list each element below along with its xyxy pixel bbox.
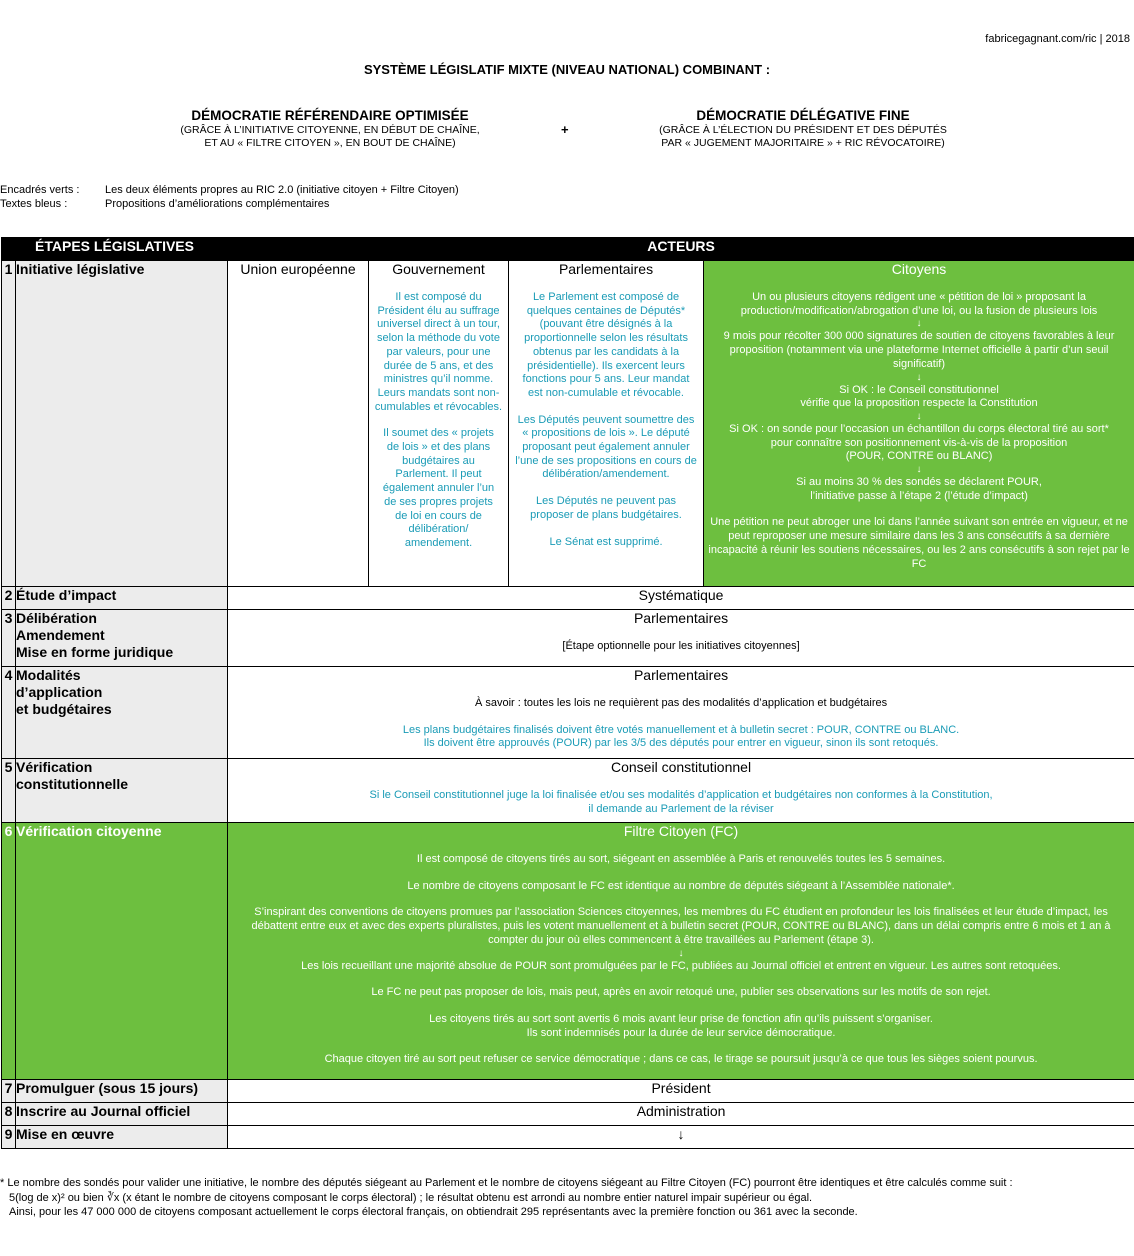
left-system (150, 108, 510, 150)
government-powers: Il soumet des « projets de lois » et des plans budgétaires au Parlement. Il peut également annuler l’un de ses propres projets de loi en cours de délibération/ amendement. (382, 427, 495, 549)
legend (0, 183, 459, 211)
actor-citizens-title: Citoyens (891, 261, 947, 277)
footnote-line: Ainsi, pour les 47 000 000 de citoyens composant actuellement le corps électoral français, on obtiendrait 295 représentants avec la première fonction ou 361 avec la seconde. (9, 1206, 858, 1218)
table-row (2, 1103, 1134, 1126)
citizens-step-survey-c: (POUR, CONTRE ou BLANC) (845, 450, 993, 463)
actor-ue (228, 261, 369, 587)
step-label-line: Modalités (16, 667, 81, 683)
legend-blue-value: Propositions d’améliorations complémentaires (105, 198, 330, 210)
citizens-step-survey-a: Si OK : on sonde pour l’occasion un échantillon du corps électoral tiré au sort* (729, 422, 1109, 435)
down-arrow-icon: ↓ (916, 318, 922, 330)
step-label: Étude d’impact (16, 587, 228, 610)
filter-notice: Les citoyens tirés au sort sont avertis 6 mois avant leur prise de fonction afin qu’ils puissent s’organiser. (429, 1012, 933, 1025)
step-label: Inscrire au Journal officiel (16, 1103, 228, 1126)
budget-vote-note: Les plans budgétaires finalisés doivent être votés manuellement et à bulletin secret : POUR, CONTRE ou BLANC. (402, 723, 960, 736)
step-number: 8 (2, 1103, 16, 1126)
citizens-step-signatures: 9 mois pour récolter 300 000 signatures de soutien de citoyens favorables à leur proposition (notamment via une plateforme Internet officielle à partir d’un seuil significatif) (723, 330, 1115, 370)
legend-blue-key: Textes bleus : (0, 198, 68, 210)
right-system-line1: (GRÂCE À L’ÉLECTION DU PRÉSIDENT ET DES DÉPUTÉS (659, 124, 947, 136)
down-arrow-icon: ↓ (916, 410, 922, 422)
table-row (2, 610, 1134, 667)
filter-promulgation: Les lois recueillant une majorité absolue de POUR sont promulguées par le FC, publiées au Journal officiel et entrent en vigueur. Les autres sont retoquées. (301, 959, 1061, 972)
step-label-line: Délibération (16, 610, 97, 626)
table-row (2, 1126, 1134, 1149)
step-label (16, 610, 228, 667)
filter-process: S’inspirant des conventions de citoyens promues par l’association Sciences citoyennes, les membres du FC étudient en profondeur les lois finalisées et leur étude d’impact, les débattent entre eux et avec des experts pluralistes, puis les votent manuellement et à bulletin secret (POUR, CONTRE ou BLANC), dans un délai compris entre 6 mois et 1 an à compter du jour où elles commencent à être travaillées au Parlement (étape 3). (251, 906, 1111, 946)
actor-cell (228, 610, 1134, 667)
left-system-title: DÉMOCRATIE RÉFÉRENDAIRE OPTIMISÉE (191, 108, 469, 123)
actor-cell: Systématique (228, 587, 1134, 610)
down-arrow-icon: ↓ (916, 371, 922, 383)
step-label: Promulguer (sous 15 jours) (16, 1080, 228, 1103)
citizens-step-constitution-a: Si OK : le Conseil constitutionnel (839, 383, 999, 396)
table-row (2, 759, 1134, 823)
header-actors: ACTEURS (228, 238, 1134, 261)
citizens-step-threshold-b: l’initiative passe à l’étape 2 (l’étude d’impact) (810, 489, 1028, 502)
budget-approval-note: Ils doivent être approuvés (POUR) par les 3/5 des députés pour entrer en vigueur, sinon ils sont retoqués. (423, 737, 939, 750)
right-system-title: DÉMOCRATIE DÉLÉGATIVE FINE (696, 108, 910, 123)
constitution-note-a: Si le Conseil constitutionnel juge la loi finalisée et/ou ses modalités d’application et budgétaires non conformes à la Constitution, (369, 789, 993, 801)
footnote-line: 5(log de x)² ou bien ∛x (x étant le nombre de citoyens composant le corps électoral) ; le résultat obtenu est arrondi au nombre entier naturel impair supérieur ou égal. (9, 1191, 813, 1204)
step-label-line: constitutionnelle (16, 776, 128, 792)
left-system-line2: ET AU « FILTRE CITOYEN », EN BOUT DE CHAÎNE) (204, 137, 456, 149)
step-label: Vérification citoyenne (16, 823, 228, 1080)
optional-step-note: [Étape optionnelle pour les initiatives citoyennes] (562, 640, 800, 652)
table-row (2, 587, 1134, 610)
step-label (16, 759, 228, 823)
actor-title: Parlementaires (633, 610, 729, 626)
header-steps: ÉTAPES LÉGISLATIVES (2, 238, 228, 261)
legend-green-value: Les deux éléments propres au RIC 2.0 (initiative citoyen + Filtre Citoyen) (105, 184, 459, 196)
footnote (0, 1176, 1013, 1220)
actor-title: Conseil constitutionnel (610, 759, 752, 775)
step-label-line: d’application (16, 684, 103, 700)
legend-green-key: Encadrés verts : (0, 184, 80, 196)
footnote-line: * Le nombre des sondés pour valider une initiative, le nombre des députés siégeant au Parlement et le nombre de citoyens siégeant au Filtre Citoyen (FC) pourront être identiques et être calculés comme suit : (0, 1177, 1013, 1189)
parliament-description: Le Parlement est composé de quelques centaines de Députés* (pouvant être désignés à la proportionnelle selon les résultats obtenus par les candidats à la présidentielle). Ils exercent leurs fonctions pour 5 ans. Leur mandat est non-cumulable et révocable. (522, 291, 690, 399)
table-row (2, 1080, 1134, 1103)
step-number: 9 (2, 1126, 16, 1149)
actor-parliament (509, 261, 704, 587)
senate-note: Le Sénat est supprimé. (549, 535, 663, 548)
legislative-table (1, 237, 1134, 1149)
credit: fabricegagnant.com/ric | 2018 (985, 33, 1130, 45)
step-label-line: et budgétaires (16, 701, 112, 717)
left-system-line1: (GRÂCE À L’INITIATIVE CITOYENNE, EN DÉBUT DE CHAÎNE, (180, 124, 480, 136)
step-label-line: Vérification (16, 759, 93, 775)
actor-ue-title: Union européenne (240, 261, 356, 277)
filter-refusal: Chaque citoyen tiré au sort peut refuser ce service démocratique ; dans ce cas, le tirage se poursuit jusqu’à ce que tous les sièges soient pourvus. (324, 1053, 1038, 1066)
government-description: Il est composé du Président élu au suffrage universel direct à un tour, selon la méthode du vote par valeurs, pour une durée de 5 ans, et des ministres qu’il nomme. Leurs mandats sont non-cumulables et révocables. (374, 291, 503, 413)
step-number: 1 (2, 261, 16, 587)
actor-cell: Administration (228, 1103, 1134, 1126)
step-label: Initiative législative (16, 261, 228, 587)
down-arrow-icon: ↓ (678, 947, 684, 959)
filter-compensation: Ils sont indemnisés pour la durée de leur service démocratique. (526, 1026, 836, 1039)
right-system-line2: PAR « JUGEMENT MAJORITAIRE » + RIC RÉVOCATOIRE) (661, 137, 945, 149)
constitution-note-b: il demande au Parlement de la réviser (588, 802, 774, 815)
step-number: 6 (2, 823, 16, 1080)
step-number: 3 (2, 610, 16, 667)
citizens-step-survey-b: pour connaître son positionnement vis-à-vis de la proposition (770, 436, 1068, 449)
actor-title: Parlementaires (633, 667, 729, 683)
step-label (16, 667, 228, 759)
actor-cell: Président (228, 1080, 1134, 1103)
parliament-powers: Les Députés peuvent soumettre des « propositions de lois ». Le député proposant peut également annuler l’une de ses propositions en cours de délibération/amendement. (515, 413, 697, 481)
table-row (2, 667, 1134, 759)
down-arrow-icon: ↓ (916, 464, 922, 476)
table-row (2, 823, 1134, 1080)
parliament-budget-limit: Les Députés ne peuvent pas proposer de plans budgétaires. (530, 495, 682, 521)
right-system (620, 108, 986, 150)
filter-observations: Le FC ne peut pas proposer de lois, mais peut, après en avoir retoqué une, publier ses observations sur les motifs de son rejet. (371, 986, 991, 999)
modalities-note: À savoir : toutes les lois ne requièrent pas des modalités d’application et budgétaires (474, 697, 888, 709)
citizens-step-constitution-b: vérifie que la proposition respecte la Constitution (800, 397, 1038, 410)
main-title: SYSTÈME LÉGISLATIF MIXTE (NIVEAU NATIONAL) COMBINANT : (363, 62, 771, 77)
actor-government-title: Gouvernement (392, 261, 485, 277)
step-number: 4 (2, 667, 16, 759)
actor-cell (228, 667, 1134, 759)
plus-sign: + (561, 122, 569, 137)
actor-cell (228, 759, 1134, 823)
citizens-step-threshold-a: Si au moins 30 % des sondés se déclarent POUR, (796, 476, 1042, 489)
step-label: Mise en œuvre (16, 1126, 228, 1149)
citizens-step-petition: Un ou plusieurs citoyens rédigent une « pétition de loi » proposant la production/modification/abrogation d’une loi, ou la fusion de plusieurs lois (740, 291, 1098, 317)
step-number: 7 (2, 1080, 16, 1103)
step-label-line: Amendement (16, 627, 105, 643)
step-number: 5 (2, 759, 16, 823)
down-arrow-icon: ↓ (228, 1126, 1134, 1149)
actor-citizens (704, 261, 1134, 587)
citizens-petition-limits: Une pétition ne peut abroger une loi dans l’année suivant son entrée en vigueur, et ne peut reproposer une mesure similaire dans les 3 ans consécutifs à sa dernière incapacité à réunir les soutiens nécessaires, ou les 2 ans consécutifs à son rejet par le FC (708, 516, 1130, 570)
step-label-line: Mise en forme juridique (16, 644, 174, 660)
actor-parliament-title: Parlementaires (558, 261, 654, 277)
actor-citizen-filter (228, 823, 1134, 1080)
filter-composition: Il est composé de citoyens tirés au sort, siégeant en assemblée à Paris et renouvelés toutes les 5 semaines. (416, 853, 946, 865)
step-number: 2 (2, 587, 16, 610)
filter-size: Le nombre de citoyens composant le FC est identique au nombre de députés siégeant à l’Assemblée nationale*. (407, 879, 955, 892)
table-row (2, 261, 1134, 587)
actor-government (369, 261, 509, 587)
actor-title: Filtre Citoyen (FC) (623, 823, 739, 839)
